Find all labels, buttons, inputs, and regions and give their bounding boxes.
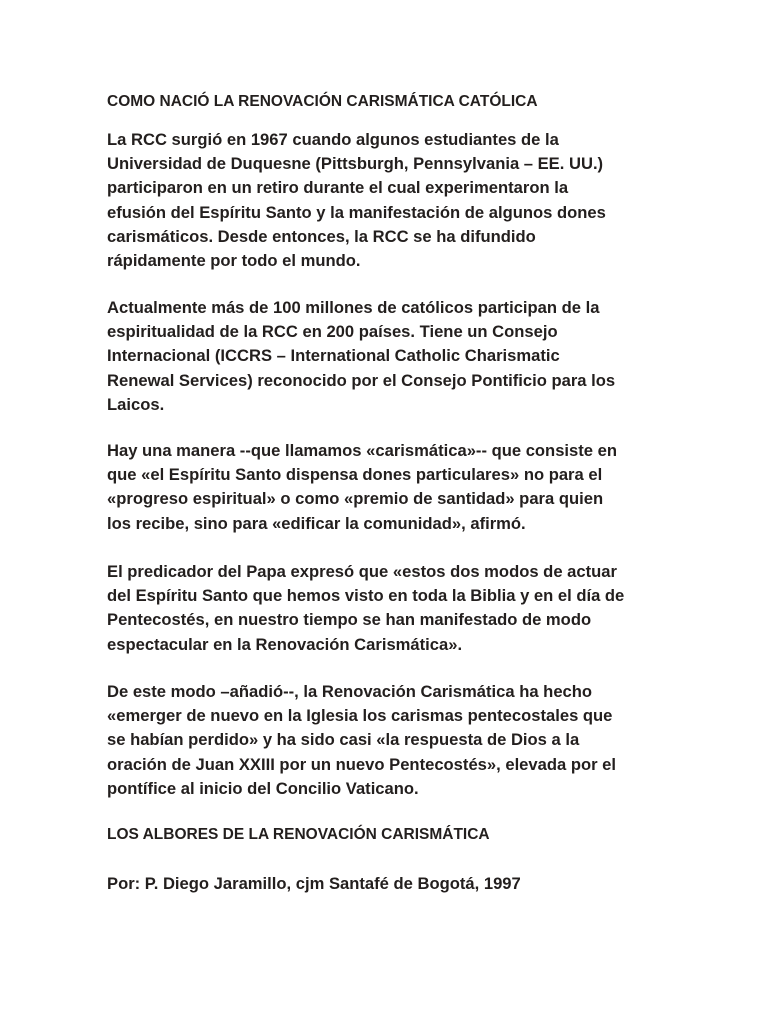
- text-line: Actualmente más de 100 millones de católicos participan de la: [107, 298, 600, 317]
- text-line: espectacular en la Renovación Carismática».: [107, 634, 463, 654]
- text-line: del Espíritu Santo que hemos visto en toda la Biblia y en el día de: [107, 586, 625, 606]
- text-line: «emerger de nuevo en la Iglesia los carismas pentecostales que: [107, 706, 613, 726]
- text-line: se habían perdido» y ha sido casi «la respuesta de Dios a la: [107, 730, 580, 750]
- paragraph-origin: [107, 128, 667, 273]
- text-line: Universidad de Duquesne (Pittsburgh, Pennsylvania – EE. UU.): [107, 154, 604, 174]
- text-line: «progreso espiritual» o como «premio de santidad» para quien: [107, 489, 604, 509]
- byline: Por: P. Diego Jaramillo, cjm Santafé de Bogotá, 1997: [107, 874, 521, 893]
- paragraph-preacher: [107, 560, 667, 657]
- text-line: que «el Espíritu Santo dispensa dones particulares» no para el: [107, 465, 603, 485]
- text-line: pontífice al inicio del Concilio Vaticano.: [107, 778, 419, 798]
- section-heading: LOS ALBORES DE LA RENOVACIÓN CARISMÁTICA: [107, 826, 490, 843]
- paragraph-charismatic-way: [107, 439, 667, 536]
- document-title: COMO NACIÓ LA RENOVACIÓN CARISMÁTICA CATÓLICA: [107, 93, 538, 110]
- paragraph-current-state: [107, 296, 667, 417]
- text-line: La RCC surgió en 1967 cuando algunos estudiantes de la: [107, 130, 559, 149]
- paragraph-pentecost: [107, 680, 667, 801]
- text-line: Pentecostés, en nuestro tiempo se han manifestado de modo: [107, 610, 592, 630]
- text-line: Internacional (ICCRS – International Catholic Charismatic: [107, 346, 560, 366]
- text-line: oración de Juan XXIII por un nuevo Pentecostés», elevada por el: [107, 754, 617, 774]
- text-line: carismáticos. Desde entonces, la RCC se ha difundido: [107, 226, 536, 246]
- text-line: rápidamente por todo el mundo.: [107, 251, 361, 271]
- text-line: Hay una manera --que llamamos «carismática»-- que consiste en: [107, 441, 617, 460]
- text-line: De este modo –añadió--, la Renovación Carismática ha hecho: [107, 682, 593, 701]
- text-line: participaron en un retiro durante el cual experimentaron la: [107, 178, 569, 198]
- text-line: Renewal Services) reconocido por el Consejo Pontificio para los: [107, 370, 616, 390]
- text-line: los recibe, sino para «edificar la comunidad», afirmó.: [107, 513, 526, 533]
- text-line: efusión del Espíritu Santo y la manifestación de algunos dones: [107, 202, 606, 222]
- text-line: Laicos.: [107, 394, 165, 414]
- text-line: espiritualidad de la RCC en 200 países. Tiene un Consejo: [107, 322, 558, 342]
- text-line: El predicador del Papa expresó que «estos dos modos de actuar: [107, 562, 617, 581]
